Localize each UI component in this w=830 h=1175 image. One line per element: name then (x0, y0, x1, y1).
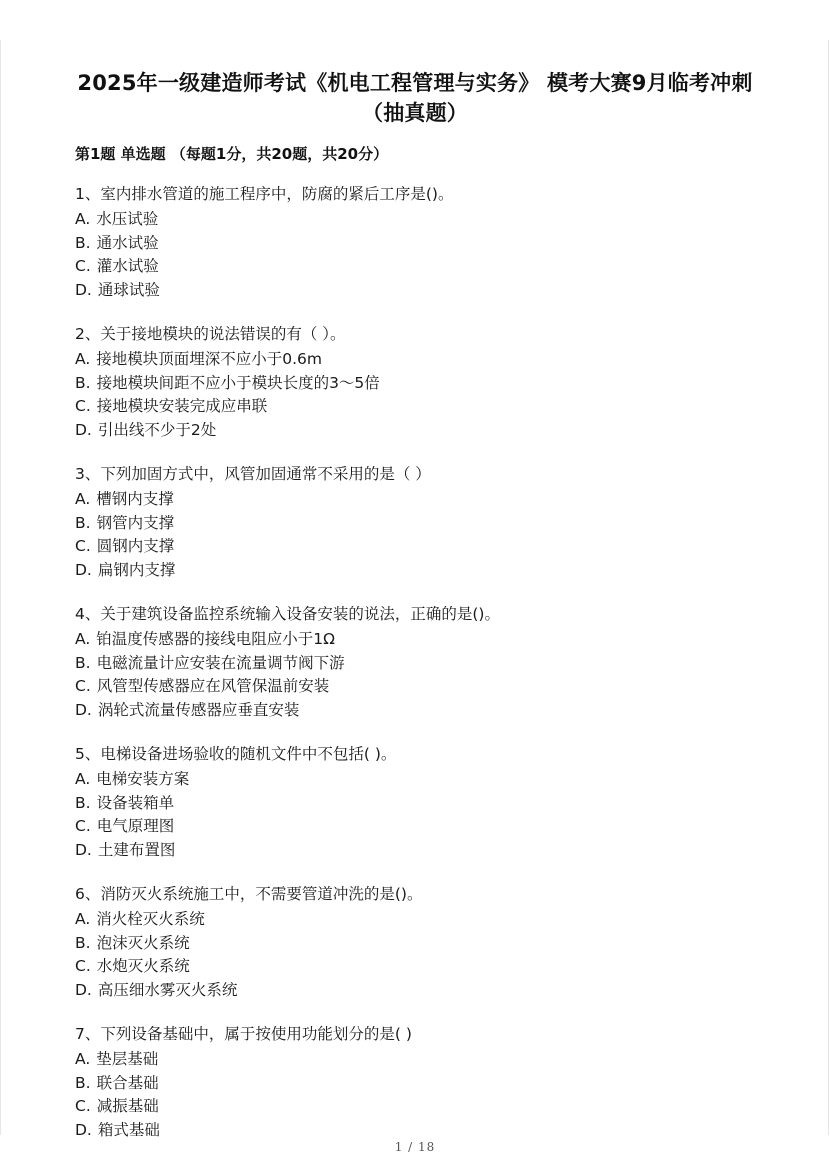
option-text: 电磁流量计应安装在流量调节阀下游 (96, 653, 345, 672)
option-text: 接地模块顶面埋深不应小于0.6m (96, 350, 323, 368)
option-letter: A. (75, 210, 91, 228)
option-letter: D. (75, 1120, 92, 1139)
option-d (75, 839, 775, 863)
option-letter: A. (75, 630, 91, 648)
option-c (75, 955, 775, 979)
option-text: 联合基础 (96, 1073, 159, 1092)
option-text: 箱式基础 (97, 1120, 160, 1139)
option-text: 涡轮式流量传感器应垂直安装 (97, 700, 300, 719)
option-letter: B. (75, 233, 91, 252)
option-letter: A. (75, 910, 91, 928)
question-stem: 4、关于建筑设备监控系统输入设备安装的说法，正确的是()。 (75, 605, 500, 623)
option-text: 扁钢内支撑 (97, 560, 176, 579)
option-text: 泡沫灭火系统 (96, 933, 190, 952)
option-letter: B. (75, 513, 91, 532)
option-text: 铂温度传感器的接线电阻应小于1Ω (96, 630, 335, 648)
option-text: 风管型传感器应在风管保温前安装 (96, 677, 330, 695)
option-c (75, 395, 775, 419)
question-5 (75, 743, 775, 862)
question-7 (75, 1023, 775, 1142)
option-d (75, 979, 775, 1003)
option-letter: C. (75, 957, 91, 975)
option-letter: D. (75, 700, 92, 719)
option-text: 通球试验 (97, 280, 160, 299)
option-text: 电梯安装方案 (96, 770, 190, 788)
option-letter: D. (75, 280, 92, 299)
option-text: 水压试验 (96, 210, 159, 228)
option-letter: A. (75, 350, 91, 368)
option-d (75, 279, 775, 303)
question-list (75, 183, 775, 1163)
question-4 (75, 603, 775, 722)
question-stem: 3、下列加固方式中，风管加固通常不采用的是（ ） (75, 465, 431, 483)
question-stem: 6、消防灭火系统施工中，不需要管道冲洗的是()。 (75, 885, 423, 903)
option-b (75, 792, 775, 816)
option-d (75, 699, 775, 723)
option-b (75, 932, 775, 956)
option-text: 电气原理图 (96, 817, 175, 835)
option-text: 高压细水雾灭火系统 (97, 980, 238, 999)
option-text: 接地模块安装完成应串联 (96, 397, 268, 415)
question-stem: 2、关于接地模块的说法错误的有（ ）。 (75, 325, 346, 343)
question-1 (75, 183, 775, 302)
option-letter: C. (75, 397, 91, 415)
option-c (75, 255, 775, 279)
option-b (75, 232, 775, 256)
option-text: 设备装箱单 (96, 793, 175, 812)
option-text: 水炮灭火系统 (96, 957, 190, 975)
option-letter: D. (75, 560, 92, 579)
option-letter: D. (75, 840, 92, 859)
option-letter: B. (75, 373, 91, 392)
option-letter: A. (75, 1050, 91, 1068)
option-a (75, 488, 775, 512)
question-2 (75, 323, 775, 442)
option-b (75, 1072, 775, 1096)
option-c (75, 815, 775, 839)
question-stem: 5、电梯设备进场验收的随机文件中不包括( )。 (75, 745, 397, 763)
question-3 (75, 463, 775, 582)
option-text: 通水试验 (96, 233, 159, 252)
option-letter: C. (75, 1097, 91, 1115)
option-letter: A. (75, 490, 91, 508)
page-indicator: 1 / 18 (394, 1140, 436, 1154)
option-b (75, 372, 775, 396)
option-text: 圆钢内支撑 (96, 537, 175, 555)
option-text: 槽钢内支撑 (96, 490, 174, 508)
section-heading: 第1题 单选题 （每题1分，共20题，共20分） (75, 145, 389, 163)
option-text: 消火栓灭火系统 (96, 910, 205, 928)
option-text: 接地模块间距不应小于模块长度的3～5倍 (96, 373, 380, 392)
option-b (75, 652, 775, 676)
option-letter: D. (75, 980, 92, 999)
option-a (75, 908, 775, 932)
option-d (75, 559, 775, 583)
option-c (75, 535, 775, 559)
option-text: 引出线不少于2处 (97, 420, 217, 439)
option-letter: D. (75, 420, 92, 439)
option-c (75, 1095, 775, 1119)
option-text: 土建布置图 (97, 840, 176, 859)
document-title: 2025年一级建造师考试《机电工程管理与实务》 模考大赛9月临考冲刺（抽真题） (77, 71, 753, 125)
option-letter: A. (75, 770, 91, 788)
option-letter: C. (75, 537, 91, 555)
option-letter: B. (75, 653, 91, 672)
option-a (75, 208, 775, 232)
option-text: 减振基础 (96, 1097, 159, 1115)
option-letter: B. (75, 1073, 91, 1092)
option-b (75, 512, 775, 536)
option-letter: B. (75, 933, 91, 952)
option-c (75, 675, 775, 699)
question-6 (75, 883, 775, 1002)
option-d (75, 419, 775, 443)
question-stem: 1、室内排水管道的施工程序中，防腐的紧后工序是()。 (75, 185, 454, 203)
option-letter: B. (75, 793, 91, 812)
option-letter: C. (75, 817, 91, 835)
option-text: 灌水试验 (96, 257, 159, 275)
option-a (75, 1048, 775, 1072)
option-a (75, 628, 775, 652)
option-a (75, 768, 775, 792)
option-text: 钢管内支撑 (96, 513, 175, 532)
option-text: 垫层基础 (96, 1050, 159, 1068)
option-a (75, 348, 775, 372)
option-letter: C. (75, 677, 91, 695)
question-stem: 7、下列设备基础中，属于按使用功能划分的是( ) (75, 1025, 412, 1043)
option-d (75, 1119, 775, 1143)
option-letter: C. (75, 257, 91, 275)
